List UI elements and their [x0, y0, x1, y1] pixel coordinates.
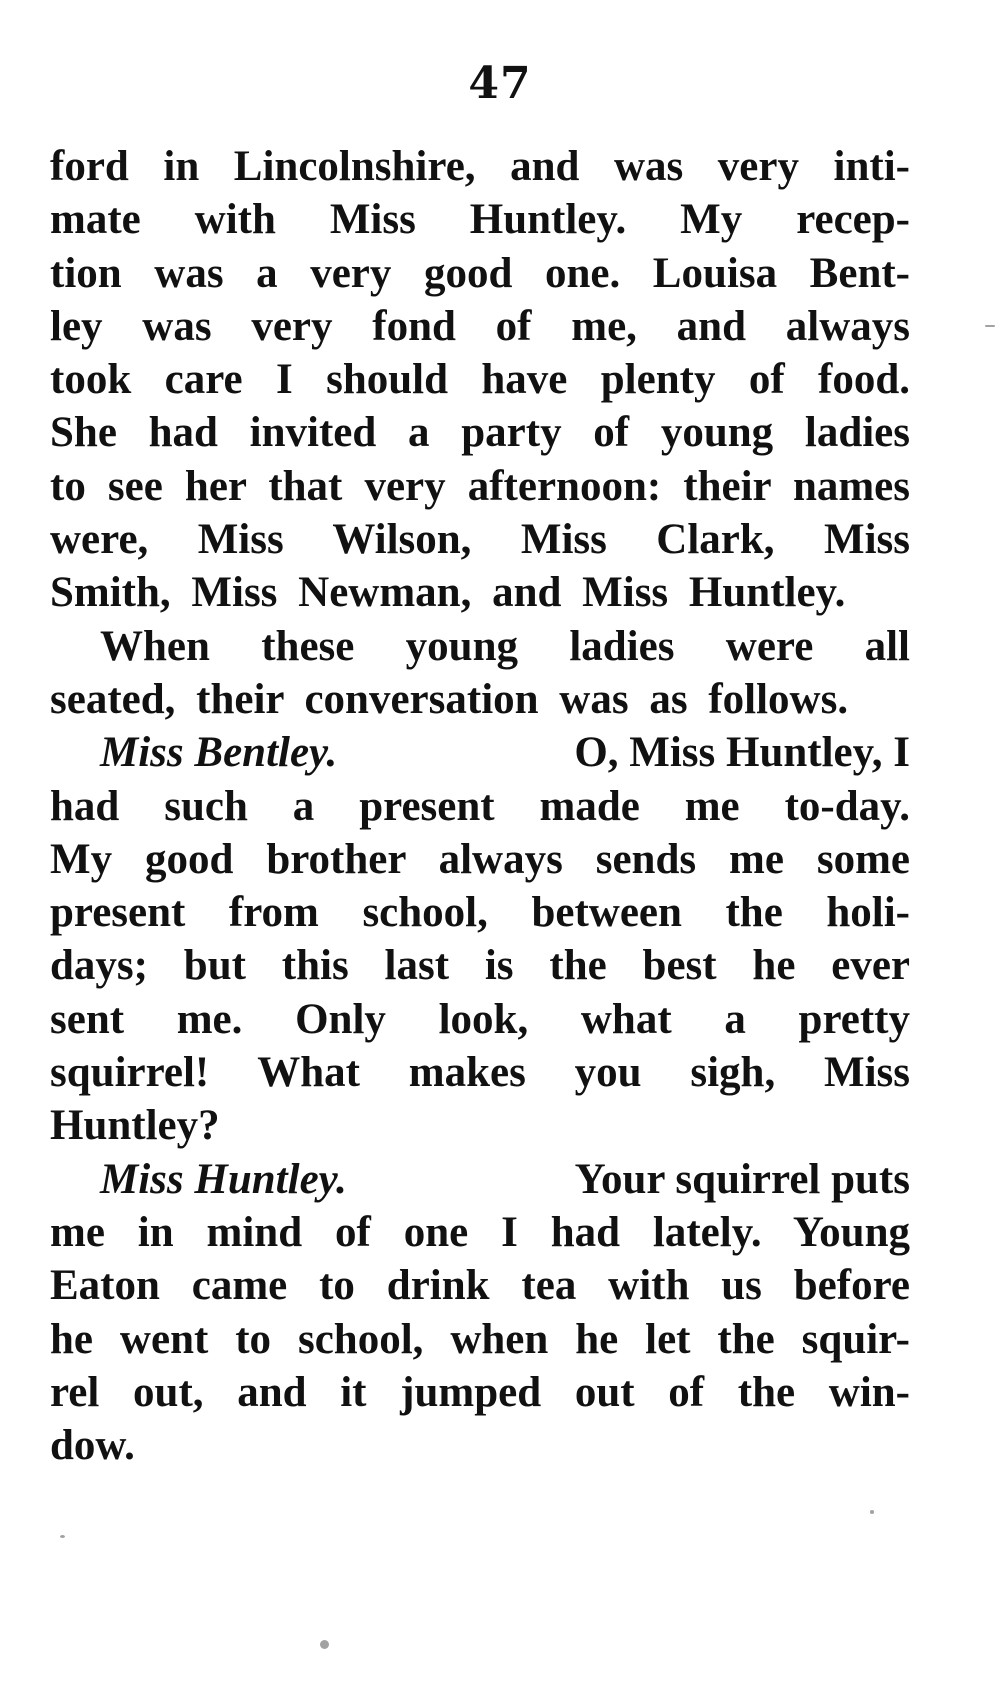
text-line: [50, 1046, 910, 1099]
text-line: [50, 1313, 910, 1366]
line-text: ley was very fond of me, and always: [50, 302, 910, 350]
line-text: dow.: [50, 1422, 135, 1470]
line-text: were, Miss Wilson, Miss Clark, Miss: [50, 516, 910, 564]
ink-speck: [870, 1510, 874, 1514]
text-line: [50, 300, 910, 353]
text-line: [50, 1259, 910, 1312]
text-line: [50, 673, 910, 726]
text-line: [50, 620, 910, 673]
line-text: sent me. Only look, what a pretty: [50, 995, 910, 1043]
line-text: took care I should have plenty of food.: [50, 356, 910, 404]
line-text: days; but this last is the best he ever: [50, 942, 910, 990]
text-line: [50, 1153, 910, 1206]
line-text: tion was a very good one. Louisa Bent-: [50, 249, 910, 297]
line-text: My good brother always sends me some: [50, 835, 910, 883]
text-line: [50, 886, 910, 939]
line-text: mate with Miss Huntley. My recep-: [50, 196, 910, 244]
line-text: She had invited a party of young ladies: [50, 409, 910, 457]
line-text: Eaton came to drink tea with us before: [50, 1262, 910, 1310]
text-line: [50, 1366, 910, 1419]
text-line: [50, 726, 910, 779]
text-line: [50, 939, 910, 992]
line-text: seated, their conversation was as follows.: [50, 675, 849, 723]
text-line: [50, 1206, 910, 1259]
speaker-name: Miss Bentley.: [100, 729, 338, 777]
ink-speck: [985, 325, 995, 327]
speaker-name: Miss Huntley.: [100, 1155, 347, 1203]
line-text: had such a present made me to-day.: [50, 782, 910, 830]
ink-speck: [320, 1640, 329, 1649]
page-number: 47: [468, 58, 532, 109]
text-line: [50, 193, 910, 246]
text-line: [50, 247, 910, 300]
line-text: When these young ladies were all: [100, 622, 910, 670]
ink-speck: [60, 1535, 65, 1538]
text-line: [50, 460, 910, 513]
line-text: ford in Lincolnshire, and was very inti-: [50, 143, 910, 190]
line-text: Huntley?: [50, 1102, 220, 1150]
line-text: to see her that very afternoon: their names: [50, 462, 910, 510]
text-line: [50, 353, 910, 406]
line-text: squirrel! What makes you sigh, Miss: [50, 1049, 910, 1097]
text-line: [50, 1099, 910, 1152]
text-line: [50, 833, 910, 886]
text-line: [50, 780, 910, 833]
text-line: [50, 406, 910, 459]
line-text: me in mind of one I had lately. Young: [50, 1208, 910, 1256]
line-text: he went to school, when he let the squir-: [50, 1315, 910, 1363]
line-text: Smith, Miss Newman, and Miss Huntley.: [50, 569, 846, 617]
text-line: [50, 566, 910, 619]
line-text: Your squirrel puts: [574, 1155, 910, 1203]
line-text: O, Miss Huntley, I: [574, 729, 910, 777]
text-line: [50, 140, 910, 193]
line-text: present from school, between the holi-: [50, 889, 910, 937]
text-line: [50, 993, 910, 1046]
body-text: [50, 140, 910, 1472]
text-line: [50, 1419, 910, 1472]
line-text: rel out, and it jumped out of the win-: [50, 1368, 910, 1416]
text-line: [50, 513, 910, 566]
